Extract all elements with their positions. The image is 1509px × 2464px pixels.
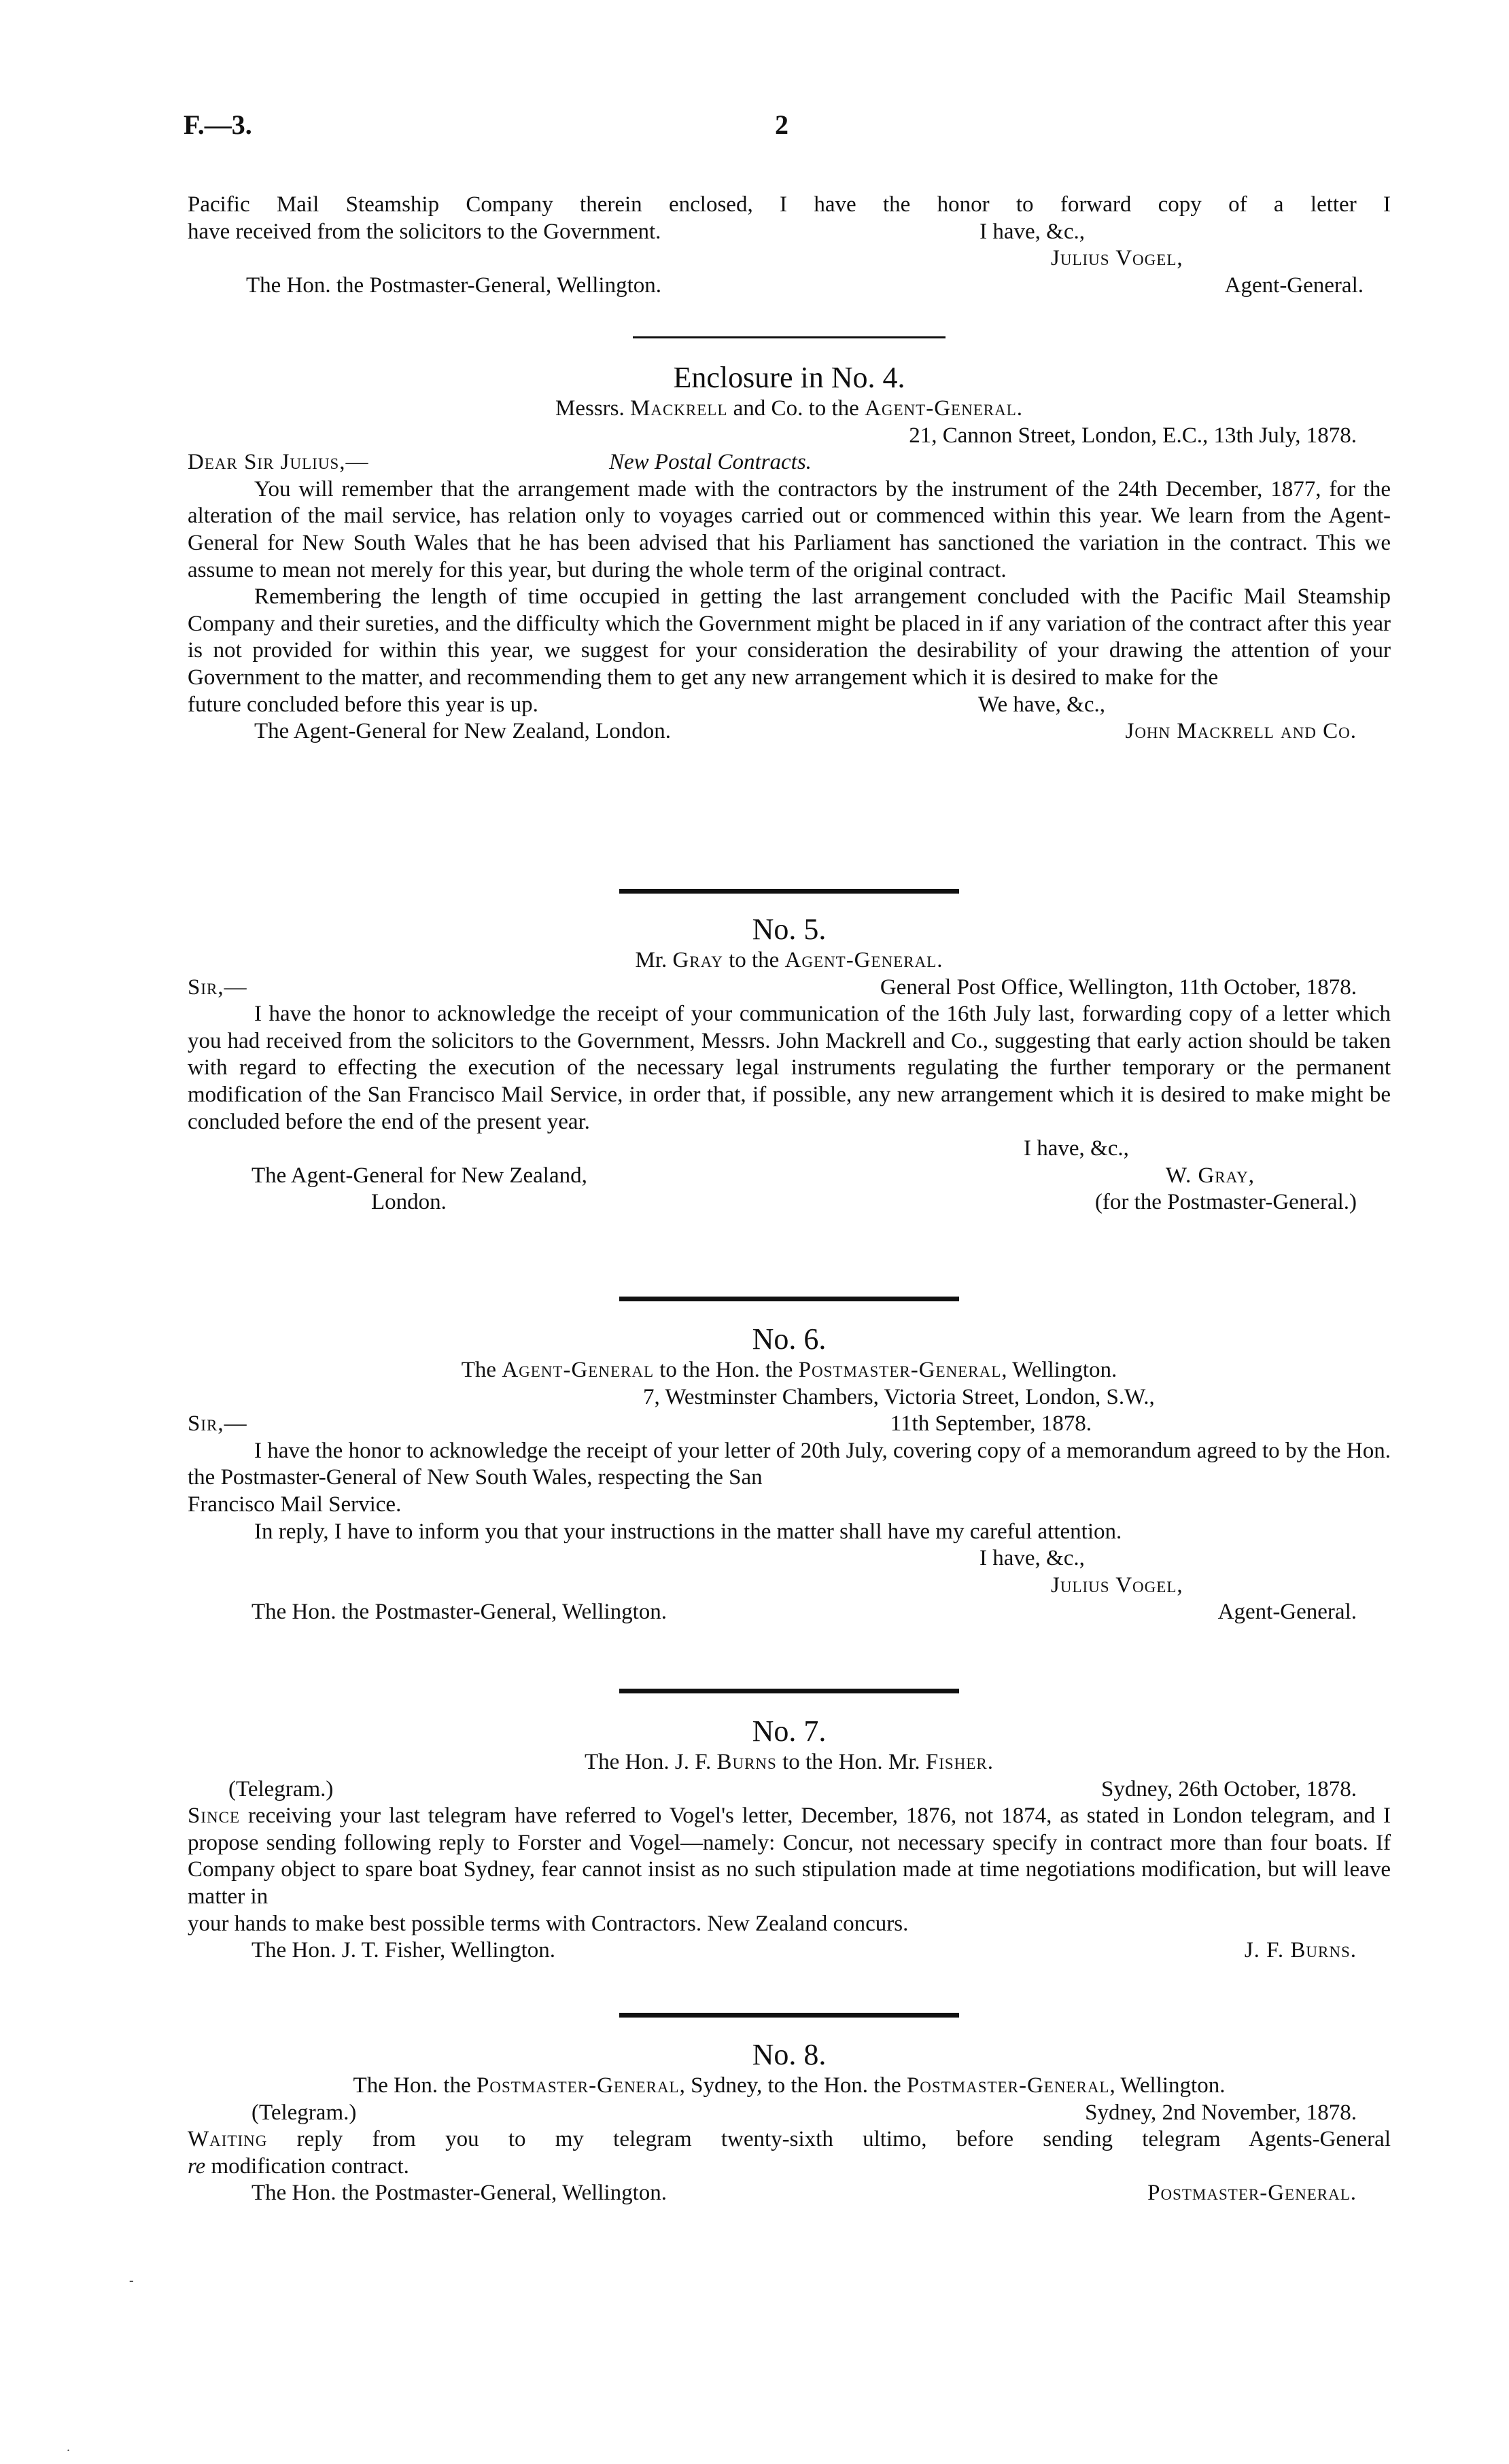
subhead-text: , Wellington. — [1001, 1358, 1117, 1382]
paragraph-last-line: future concluded before this year is up. — [188, 692, 538, 717]
divider — [188, 1689, 1391, 1693]
page-number: 2 — [775, 109, 788, 140]
subhead-name: Burns — [716, 1750, 777, 1774]
paragraph: Remembering the length of time occupied in getting the last arrangement concluded with the Pacific Mail Steamship Company and their sureties, and the difficulty which the Government might be placed in if any variation of the contract after this year is not provided for within this year, we suggest for your consideration the desirability of your drawing the attention of your Government to the matter, and recommending them to get any new arrangement which it is desired to make for the — [188, 584, 1391, 690]
paragraph-last-line — [188, 2153, 1391, 2181]
subhead-name: Gray — [672, 948, 723, 972]
signature: Julius Vogel, — [1051, 246, 1183, 271]
thin-rule — [633, 336, 946, 338]
subhead-text: The Hon. J. F. — [585, 1750, 717, 1774]
enclosure-section — [188, 360, 1391, 745]
paragraph — [188, 2126, 1391, 2153]
salutation-row — [188, 1411, 1391, 1438]
thick-rule — [619, 889, 959, 894]
addressee: The Hon. the Postmaster-General, Wellington. — [252, 2181, 667, 2206]
salutation: Dear Sir Julius,— — [188, 450, 369, 475]
section-subheading — [188, 947, 1391, 974]
subhead-recipient: Postmaster-General — [906, 2073, 1110, 2098]
paragraph-last-line: Francisco Mail Service. — [188, 1492, 402, 1517]
re-word: re — [188, 2153, 206, 2179]
section-heading: No. 5. — [752, 913, 827, 946]
addressee: The Agent-General for New Zealand, — [252, 1163, 587, 1188]
subhead-name: Mackrell — [630, 396, 728, 421]
section-subheading — [188, 395, 1391, 423]
addressee: The Agent-General for New Zealand, London. — [254, 719, 672, 744]
paragraph — [188, 1803, 1391, 1910]
letter-no-8 — [188, 2037, 1391, 2207]
page-header — [184, 109, 1393, 149]
signature: Julius Vogel, — [1051, 1572, 1183, 1598]
divider — [188, 2013, 1391, 2018]
paragraph-text: receiving your last telegram have referred to Vogel's letter, December, 1876, not 1874, as stated in London telegram, and I propose sending following reply to Forster and Vogel—namely: Concur, not necessary specify in contract more than four boats. If Company object to spare boat Sydney, fear cannot insist as no such stipulation made at time negotiations modification, but will leave matter in — [188, 1803, 1391, 1909]
letter-date: 11th September, 1878. — [890, 1411, 1092, 1437]
subhead-text: Messrs. — [555, 396, 630, 421]
signoff-row — [188, 718, 1391, 745]
signoff-row — [188, 272, 1391, 300]
signer-title: Agent-General. — [1224, 272, 1364, 298]
signoff-row — [188, 1163, 1391, 1190]
subhead-text: to the Hon. Mr. — [776, 1750, 926, 1774]
sender-address: General Post Office, Wellington, 11th October, 1878. — [880, 974, 1357, 1000]
subhead-recipient: Fisher. — [925, 1750, 994, 1774]
signoff-row — [188, 1937, 1391, 1965]
section-heading: No. 7. — [752, 1714, 827, 1748]
place-date: Sydney, 2nd November, 1878. — [1085, 2100, 1357, 2125]
telegram-label: (Telegram.) — [228, 1776, 334, 1801]
closing: I have, &c., — [979, 1546, 1085, 1571]
letter-no-5 — [188, 912, 1391, 1216]
thick-rule — [619, 1297, 959, 1301]
telegram-row — [188, 1776, 1391, 1803]
subhead-name: Agent-General — [502, 1358, 654, 1382]
subhead-text: to the — [723, 948, 785, 972]
section-subheading — [188, 1749, 1391, 1776]
subhead-text: , Wellington. — [1109, 2073, 1226, 2098]
salutation: Sir,— — [188, 974, 247, 1000]
subhead-text: The Hon. the — [353, 2073, 476, 2098]
thick-rule — [619, 2013, 959, 2018]
signature: W. Gray, — [1165, 1163, 1255, 1188]
subhead-recipient: Postmaster-General — [798, 1358, 1002, 1382]
continuation-letter — [188, 192, 1391, 299]
telegram-label: (Telegram.) — [252, 2100, 357, 2125]
paragraph: I have the honor to acknowledge the receipt of your communication of the 16th July last, forwarding copy of a letter which you had received from the solicitors to the Government, Messrs. John Mackrell and Co., suggesting that early action should be taken with regard to effecting the execution of the necessary legal instruments regulating the further temporary or the permanent modification of the San Francisco Mail Service, in order that, if possible, any new arrangement which it is desired to make might be concluded before the end of the present year. — [188, 1002, 1391, 1134]
divider — [188, 889, 1391, 894]
divider — [188, 1297, 1391, 1301]
subhead-recipient: Agent-General. — [784, 948, 943, 972]
sender-address: 7, Westminster Chambers, Victoria Street, London, S.W., — [643, 1384, 1155, 1409]
letter-no-7 — [188, 1714, 1391, 1965]
closing: I have, &c., — [1024, 1136, 1129, 1161]
subhead-text: to the Hon. the — [654, 1358, 799, 1382]
addressee: The Hon. the Postmaster-General, Wellington. — [252, 1600, 667, 1625]
body-line: Pacific Mail Steamship Company therein enclosed, I have the honor to forward copy of a letter I — [188, 192, 1391, 217]
margin-mark: - — [129, 2273, 134, 2288]
lead-word: Since — [188, 1803, 241, 1829]
signoff-row — [188, 1189, 1391, 1216]
thick-rule — [619, 1689, 959, 1693]
document-code: F.—3. — [184, 109, 252, 140]
signer-title: Agent-General. — [1217, 1600, 1357, 1625]
body-line-row — [188, 219, 1391, 246]
signature: Postmaster-General. — [1147, 2181, 1357, 2206]
addressee: The Hon. J. T. Fisher, Wellington. — [252, 1938, 555, 1963]
section-heading: No. 6. — [752, 1322, 827, 1356]
subhead-name: Postmaster-General — [476, 2073, 680, 2098]
addressee-line: London. — [371, 1190, 447, 1215]
margin-mark: . — [67, 2440, 70, 2454]
subhead-text: Mr. — [635, 948, 673, 972]
subhead-recipient: Agent-General. — [865, 396, 1023, 421]
paragraph: In reply, I have to inform you that your instructions in the matter shall have my careful attention. — [254, 1519, 1122, 1544]
place-date: Sydney, 26th October, 1878. — [1101, 1776, 1357, 1801]
salutation: Sir,— — [188, 1411, 247, 1437]
paragraph-text: reply from you to my telegram twenty-sixth ultimo, before sending telegram Agents-General — [267, 2127, 1391, 2152]
section-subheading — [188, 2073, 1391, 2100]
signature: John Mackrell and Co. — [1125, 719, 1357, 744]
signoff-row — [188, 2180, 1391, 2207]
signature-note: (for the Postmaster-General.) — [1094, 1190, 1357, 1215]
divider — [188, 336, 1391, 338]
subhead-text: and Co. to the — [727, 396, 865, 421]
paragraph: You will remember that the arrangement made with the contractors by the instrument of the 24th December, 1877, for the alteration of the mail service, has relation only to voyages carried out or commenced within this year. We learn from the Agent-General for New South Wales that he has been advised that his Parliament has sanctioned the variation in the contract. This we assume to mean not merely for this year, but during the whole term of the original contract. — [188, 476, 1391, 582]
signature: J. F. Burns. — [1244, 1938, 1357, 1963]
paragraph: I have the honor to acknowledge the receipt of your letter of 20th July, covering copy of a memorandum agreed to by the Hon. the Postmaster-General of New South Wales, respecting the San — [188, 1438, 1391, 1490]
lead-word: Waiting — [188, 2127, 268, 2152]
subhead-text: The — [461, 1358, 502, 1382]
sender-address: 21, Cannon Street, London, E.C., 13th July, 1878. — [909, 423, 1357, 448]
subhead-text: , Sydney, to the Hon. the — [679, 2073, 907, 2098]
body-text: have received from the solicitors to the Government. — [188, 219, 661, 244]
addressee: The Hon. the Postmaster-General, Wellington. — [246, 272, 662, 298]
paragraph-text: modification contract. — [205, 2153, 409, 2179]
signoff-row — [188, 1599, 1391, 1626]
closing: We have, &c., — [977, 692, 1105, 717]
paragraph-last-row — [188, 692, 1391, 719]
subject-line: New Postal Contracts. — [609, 450, 812, 475]
salutation-row — [188, 974, 1391, 1002]
telegram-row — [188, 2100, 1391, 2127]
letter-no-6 — [188, 1322, 1391, 1626]
closing: I have, &c., — [979, 219, 1085, 244]
section-heading: Enclosure in No. 4. — [673, 361, 905, 394]
section-heading: No. 8. — [752, 2038, 827, 2071]
section-subheading — [188, 1357, 1391, 1384]
paragraph-last-line: your hands to make best possible terms with Contractors. New Zealand concurs. — [188, 1911, 909, 1936]
salutation-row — [188, 449, 1391, 476]
